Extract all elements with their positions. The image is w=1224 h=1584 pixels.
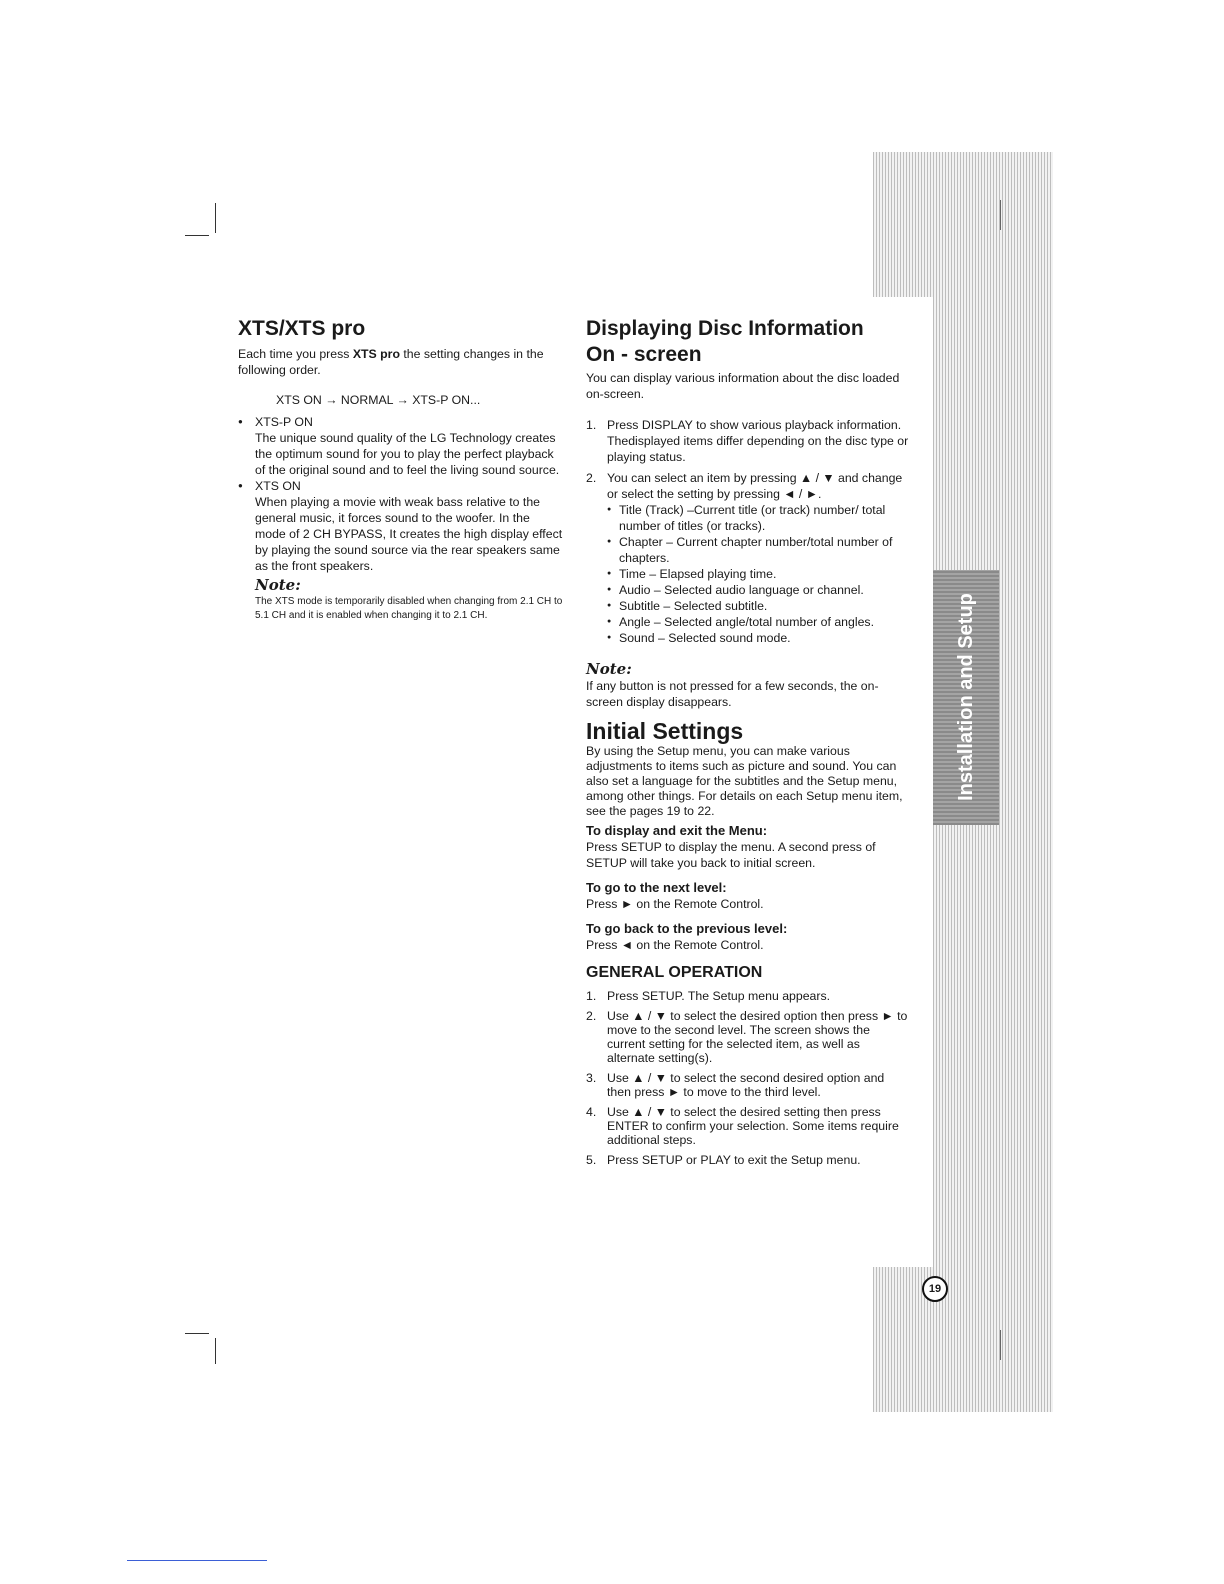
- list-item: ● Subtitle – Selected subtitle.: [607, 598, 911, 614]
- step-text: Thedisplayed items differ depending on the disc type or playing status.: [607, 434, 909, 464]
- xts-item-body: The unique sound quality of the LG Technology creates the optimum sound for you to play the perfect playback of the original sound and to feel the living sound source.: [255, 431, 560, 477]
- xts-item: [238, 414, 563, 478]
- xts-note-label: Note:: [255, 576, 301, 594]
- display-menu-heading: To display and exit the Menu:: [586, 823, 768, 838]
- crop-mark: [1000, 200, 1001, 230]
- decorative-strip-bottom: [873, 1267, 1053, 1412]
- next-level-heading: To go to the next level:: [586, 880, 727, 895]
- list-item: [586, 1153, 911, 1167]
- step-number: 2.: [586, 1009, 597, 1023]
- disc-info-subtitle: On - screen: [586, 343, 702, 366]
- xts-sequence: XTS ON → NORMAL → XTS-P ON...: [276, 393, 481, 407]
- step-number: 3.: [586, 1071, 597, 1085]
- disc-info-step: [586, 470, 911, 502]
- initial-settings-intro: By using the Setup menu, you can make various adjustments to items such as picture and sound. You can also set a language for the subtitles and the Setup menu, among other things. For details on each Setup menu item, see the pages 19 to 22.: [586, 744, 903, 818]
- list-item: [586, 989, 911, 1003]
- step-number: 2.: [586, 471, 597, 485]
- list-item: [586, 1071, 911, 1099]
- list-item: ● Chapter – Current chapter number/total number of chapters.: [607, 534, 911, 566]
- crop-mark: [185, 235, 209, 236]
- disc-info-title: Displaying Disc Information: [586, 317, 864, 340]
- xts-item-label: ● XTS ON: [238, 478, 563, 494]
- page-number: 19: [922, 1276, 948, 1302]
- step-number: 5.: [586, 1153, 597, 1167]
- list-item: ● Sound – Selected sound mode.: [607, 630, 911, 646]
- previous-level-heading: To go back to the previous level:: [586, 921, 788, 936]
- decorative-strip-top: [873, 152, 1053, 297]
- step-text: Use ▲ / ▼ to select the second desired option and then press ► to move to the third level.: [607, 1071, 885, 1099]
- xts-intro-pre: Each time you press: [238, 347, 353, 361]
- step-text: Press SETUP. The Setup menu appears.: [607, 989, 831, 1003]
- step-number: 1.: [586, 418, 597, 432]
- previous-level-text: Press ◄ on the Remote Control.: [586, 938, 764, 952]
- xts-note-text: The XTS mode is temporarily disabled when changing from 2.1 CH to 5.1 CH and it is enabled when changing it to 2.1 CH.: [255, 596, 563, 621]
- xts-item-label: ● XTS-P ON: [238, 414, 563, 430]
- list-item: ● Time – Elapsed playing time.: [607, 566, 911, 582]
- general-operation-heading: GENERAL OPERATION: [586, 964, 763, 981]
- crop-mark: [215, 203, 216, 233]
- disc-info-note-text: If any button is not pressed for a few seconds, the on-screen display disappears.: [586, 679, 879, 709]
- step-text: You can select an item by pressing ▲ / ▼ and change or select the setting by pressing ◄ / ►.: [607, 471, 903, 501]
- xts-section: [238, 316, 563, 623]
- crop-mark: [1000, 1330, 1001, 1360]
- xts-intro-bold: XTS pro: [352, 347, 400, 361]
- list-item: ● Angle – Selected angle/total number of angles.: [607, 614, 911, 630]
- list-item: [586, 1105, 911, 1147]
- disc-info-section: [586, 316, 911, 1167]
- step-text: Use ▲ / ▼ to select the desired option then press ► to move to the second level. The screen shows the current setting for the selected item, as well as alternate setting(s).: [607, 1009, 908, 1065]
- section-tab-label: Installation and Setup: [955, 593, 977, 801]
- initial-settings-title: Initial Settings: [586, 718, 744, 744]
- display-menu-text: Press SETUP to display the menu. A second press of SETUP will take you back to initial screen.: [586, 840, 876, 870]
- disc-info-note-label: Note:: [586, 660, 632, 678]
- list-item: [586, 1009, 911, 1065]
- xts-item: [238, 478, 563, 574]
- disc-info-step: [586, 417, 911, 465]
- bottom-link-underline: [127, 1560, 267, 1561]
- step-number: 1.: [586, 989, 597, 1003]
- general-operation-steps: [586, 989, 911, 1167]
- step-text: Press SETUP or PLAY to exit the Setup menu.: [607, 1153, 861, 1167]
- step-text: Press DISPLAY to show various playback information.: [607, 418, 902, 432]
- crop-mark: [185, 1333, 209, 1334]
- disc-info-bullets: [586, 502, 911, 646]
- next-level-text: Press ► on the Remote Control.: [586, 897, 764, 911]
- list-item: ● Audio – Selected audio language or channel.: [607, 582, 911, 598]
- step-text: Use ▲ / ▼ to select the desired setting then press ENTER to confirm your selection. Some items require additional steps.: [607, 1105, 899, 1147]
- step-number: 4.: [586, 1105, 597, 1119]
- disc-info-intro: You can display various information about the disc loaded on-screen.: [586, 371, 900, 401]
- xts-title: XTS/XTS pro: [238, 317, 366, 340]
- xts-intro-post: the setting changes in the following order.: [238, 347, 544, 377]
- xts-intro: [238, 346, 563, 378]
- crop-mark: [215, 1338, 216, 1364]
- xts-item-body: When playing a movie with weak bass relative to the general music, it forces sound to the woofer. In the mode of 2 CH BYPASS, It creates the high display effect by playing the sound source via the rear speakers same as the front speakers.: [255, 495, 563, 573]
- list-item: ● Title (Track) –Current title (or track) number/ total number of titles (or tracks).: [607, 502, 911, 534]
